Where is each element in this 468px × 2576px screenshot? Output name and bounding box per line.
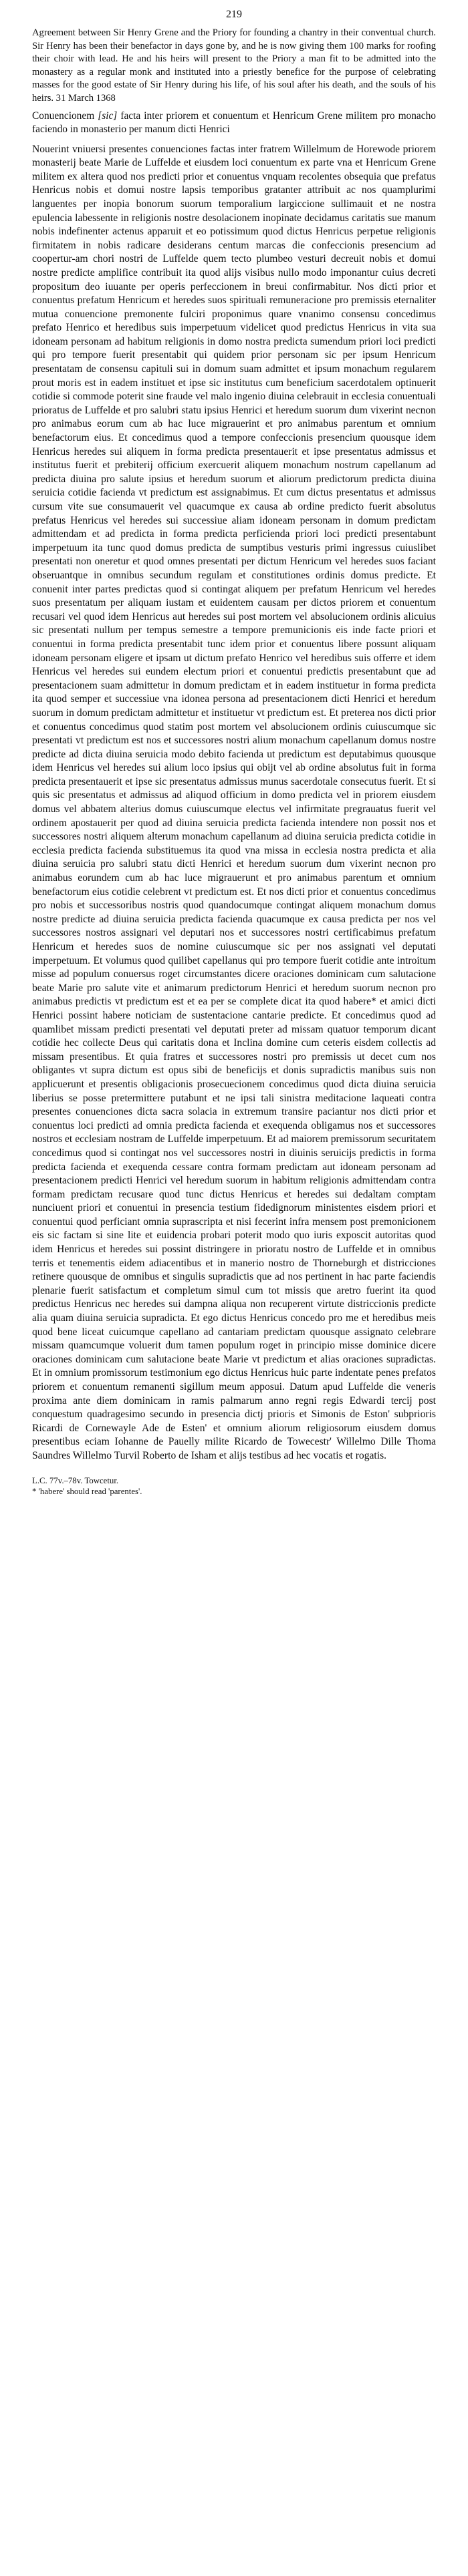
heading-text: Conuencionem — [32, 110, 98, 122]
document-summary: Agreement between Sir Henry Grene and the Priory for founding a chantry in their conventual church. Sir Henry has been their benefactor in days gone by, and he is now giving them 100 marks for roofing their choir with lead. He and his heirs will present to the Priory a man fit to be admitted into the monastery as a regular monk and instituted into a priestly benefice for the purpose of celebrating masses for the good estate of Sir Henry during his life, of his soul after his death, and the souls of his heirs. 31 March 1368 — [32, 27, 436, 104]
document-heading — [32, 110, 436, 136]
sic-note: [sic] — [98, 110, 118, 122]
page-number: 219 — [226, 9, 242, 20]
heading-text-continued: facta inter priorem et conuentum et Henricum Grene militem pro monacho faciendo in monasterio per manum dicti Henrici — [32, 110, 436, 135]
footnote-correction: * 'habere' should read 'parentes'. — [32, 1486, 142, 1496]
footnotes — [32, 1475, 436, 1497]
document-body: Nouerint vniuersi presentes conuenciones factas inter fratrem Willelmum de Horewode priorem monasterij beate Marie de Luffelde et eiusdem loci conuentum ex parte vna et Henricum Grene militem ex altera quod nos predicti prior et conuentus vnquam recolentes obsequia que prefatus Henricus nobis et domui nostre lapsis temporibus gratanter attribuit ac nos quamplurimi languentes per inopia bonorum suorum temporalium largiccione sullimauit et ne nostra epulencia labessente in religionis nostre desolacionem inopinate decidamus caritatis sue manum nobis indefinenter actenus apparuit et eo potissimum quod dictus Henricus perpetue religionis firmitatem in nobis radicare desiderans centum marcas die confeccionis presencium ad coopertur-am chori nostri de Luffelde quem tecto plumbeo vesturi decreuit nobis et domui nostre predicte amplifice contribuit ita quod alijs visibus nullo modo imponantur cuius decreti propositum deo iuuante per operis perfeccionem in breui confirmabitur. Nos dicti prior et conuentus prefatum Henricum et heredes suos spirituali remuneracione pro premissis eternaliter mutua conuencione premonente fulciri proponimus quare vnanimo consensu concedimus prefato Henrico et heredibus suis imperpetuum videlicet quod predictus Henricus in vita sua idoneam personam ad habitum religionis in domo nostra predicta sumendum priori loci predicti qui pro tempore fuerit presentabit qui quidem prior personam sic per ipsum Henricum presentatam de consensu capituli sui in domum suam admittet et ipsum monachum regularem prout moris est in eadem instituet et ipse sic institutus cum beneficium sacerdotalem optinuerit cotidie si commode poterit sine fraude vel malo ingenio diuina celebrauit in ecclesia conuentuali prioratus de Luffelde et pro salubri statu ipsius Henrici et heredum suorum dum vixerint necnon pro animabus eorum cum ab hac luce migrauerint et pro animabus parentum et omnium benefactorum eius. Et concedimus quod a tempore confeccionis presencium quousque idem Henricus heredes sui aliquem in forma predicta presentauerit et ipse presentatus admissus et institutus fuerit et prebiterij officium exercuerit aliquem monachum nostrum capellanum ad predicta diuina pro salute ipsius et heredum suorum et aliorum predictorum predicta diuina seruicia cotidie facienda vt predictum est assignabimus. Et cum dictus presentatus et admissus cursum vite sue consumauerit vel quacumque ex causa ab ordine predicto fuerit absolutus prefatus Henricus vel heredes sui successiue aliam idoneam personam in domum predictam admittendam et ad predicta in forma predicta perficienda priori loci predicti presentabunt imperpetuum ita tunc quod domus predicta de sumptibus vesturis primi ingressus cuiuslibet presentati non oneretur et quod omnes presentati per dictum Henricum vel heredes suos faciant obseruantque in omnibus secundum regulam et constitutiones ordinis domus predicte. Et conuenit inter partes predictas quod si contingat aliquem per prefatum Henricum vel heredes suos presentatum per aliquam iustam et euidentem causam per dictos priorem et conuentum recusari vel quod idem Henricus aut heredes sui post mortem vel absolucionem ordinis alicuius sic presentati nullum per tempus semestre a tempore premunicionis eis inde facte priori et conuentui in forma predicta presentabit tunc idem prior et conuentus libere possunt aliquam idoneam personam eligere et ipsam ut dictum prefato Henrico vel heredibus suis offerre et idem Henricus vel heredes sui eundem electum priori et conuentui predictis presentabunt que ad presentacionem suam admittetur in domum predictam et in eadem instituetur in forma predicta ita quod semper et successiue vna idonea persona ad presentacionem dicti Henrici et heredum suorum in domum predictam admittetur et instituetur vt predictum est. Et preterea nos dicti prior et conuentus concedimus quod statim post mortem vel absolucionem ordinis cuiuscumque sic presentati vt predictum est nos et successores nostri alium monachum capellanum domus nostre predicte ad dicta diuina seruicia modo debito facienda ut predictum est deputabimus quousque idem Henricus vel heredes sui alium loco ipsius qui obijt vel ab ordine absolutus fuit in forma predicta presentauerit et ipse sic presentatus admissus munus sacerdotale consecutus fuerit. Et si quis sic presentatus et admissus ad aliquod officium in domo predicta vel in priorem eiusdem domus vel abbatem alterius domus cuiuscumque electus vel infirmitate pregrauatus fuerit vel ordinem apostauerit per quod ad diuina seruicia predicta facienda intendere non possit nos et successores nostri aliquem alterum monachum capellanum ad diuina seruicia predicta cotidie in ecclesia predicta facienda substituemus ita quod vna missa in ecclesia nostra predicta et alia diuina seruicia pro salubri statu dicti Henrici et heredum suorum dum vixerint necnon pro animabus eorundem cum ab hac luce migrauerunt et pro animabus parentum et omnium benefactorum eius cotidie celebrent vt predictum est. Et nos dicti prior et conuentus concedimus pro nobis et successoribus nostris quod quandocumque contingat aliquem monachum domus nostre predicte ad diuina seruicia predicta facienda quacumque ex causa predicta per nos vel successores nostros assignari vel deputari nos et successores nostri certificabimus prefatum Henricum et heredes suos de nomine cuiuscumque sic per nos assignati vel deputati imperpetuum. Et volumus quod quilibet capellanus qui pro tempore fuerit cotidie ante introitum misse ad populum conuersus roget circumstantes dicere oraciones dominicam cum salutacione beate Marie pro salute vite et animarum predictorum Henrici et heredum suorum necnon pro animabus predictis vt predictum est et ea per se complete dicat ita quod habere* et amici dicti Henrici possint habere noticiam de sustentacione cantarie predicte. Et concedimus quod ad quamlibet missam predicti presentati vel deputati preter ad missam quatuor temporum dicant cotidie hec collecte Deus qui caritatis dona et Inclina domine cum ceteris eisdem collectis ad missam presentibus. Et quia fratres et successores nostri pro premissis ut decet cum nos obligantes vt supra dictum est opus sibi de beneficijs et donis supradictis manibus suis non applicuerunt et presentis obligacionis prosecuecionem concedimus quod dicta diuina seruicia liberius se posse pretermittere putabunt et ne ipsi tali sinistra meditacione laqueati contra presentes conuenciones dicta sacra solacia in extremum transire paciantur nos dicti prior et conuentus loci predicti ad omnia predicta facienda et exequenda obligamus nos et successores nostros et ecclesiam nostram de Luffelde imperpetuum. Et ad maiorem premissorum securitatem concedimus quod si contingat nos vel successores nostri in diuinis seruicijs predictis in forma predicta facienda et exequenda cessare contra formam predictam aut idoneam personam ad presentacionem predicti Henrici vel heredum suorum in habitum religionis admittendam contra formam predictam recusare quod tunc dictus Henricus et heredes sui dedaltam comptam nunciuent priori et conuentui in presencia testium fidedignorum ministentes eisdem priori et conuentui quod perficiant omnia suprascripta et nisi fecerint infra mensem post premonicionem eis sic factam si sine lite et euidencia probari poterit modo quo iuris exposcit autoritas quod idem Henricus et heredes sui possint distringere in prioratu nostro de Luffelde et in omnibus terris et tenementis eidem adiacentibus et in manerio nostro de Thorneburgh et districciones retinere quousque de omnibus et singulis supradictis que ad nos pertinent in hac parte faciendis plenarie fuerit satisfactum et completum simul cum tot missis que aretro fuerint ita quod predictus Henricus nec heredes sui dampna aliqua non recuperent virtute districcionis predicte alia quam diuina seruicia supradicta. Et ego dictus Henricus concedo pro me et heredibus meis quod bene liceat cuicumque capellano ad cantariam predictam quousque assignato celebrare missam quamcumque voluerit dum tamen populum roget in principio misse dominice dicere oraciones dominicam cum salutacione beate Marie vt predictum et alias oraciones supradictas. Et in omnium promissorum testimonium ego dictus Henricus huic parte indentate penes prefatos priorem et conuentum remanenti sigillum meum apposui. Datum apud Luffelde die veneris proxima ante diem dominicam in ramis palmarum anno regni regis Edwardi tercij post conquestum quadragesimo secundo in presencia dictj prioris et Simonis de Eston' subprioris Ricardi de Cornewayle Ade de Esten' et omnium aliorum religiosorum eiusdem domus presentibus eciam Iohanne de Pauelly milite Ricardo de Towecestr' Willelmo Dille Thoma Saundres Willelmo Turvil Roberto de Isham et alijs testibus ad hec vocatis et rogatis. — [32, 143, 436, 1461]
footnote-source: L.C. 77v.–78v. Towcetur. — [32, 1475, 119, 1485]
